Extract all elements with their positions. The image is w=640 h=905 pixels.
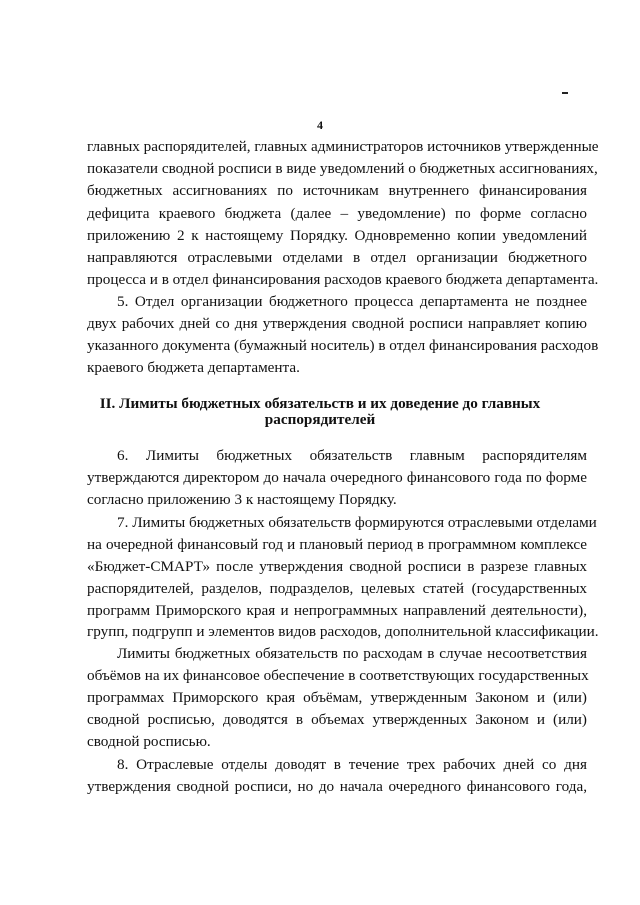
text-line: указанного документа (бумажный носитель) в отдел финансирования расходов (87, 337, 599, 354)
text-line: дефицита краевого бюджета (далее – уведомление) по форме согласно (87, 205, 587, 222)
text-line: 6. Лимиты бюджетных обязательств главным распорядителям (117, 447, 587, 464)
text-line: 7. Лимиты бюджетных обязательств формируются отраслевыми отделами (117, 514, 597, 531)
text-line: сводной росписью, доводятся в объемах утвержденных Законом и (или) (87, 711, 587, 728)
text-line: направляются отраслевыми отделами в отдел организации бюджетного (87, 249, 587, 266)
text-line: Лимиты бюджетных обязательств по расходам в случае несоответствия (117, 645, 587, 662)
text-line: двух рабочих дней со дня утверждения сводной росписи направляет копию (87, 315, 587, 332)
text-line: показатели сводной росписи в виде уведомлений о бюджетных ассигнованиях, (87, 160, 598, 177)
text-line: на очередной финансовый год и плановый период в программном комплексе (87, 536, 587, 553)
text-line: 5. Отдел организации бюджетного процесса департамента не позднее (117, 293, 587, 310)
text-line: главных распорядителей, главных администраторов источников утвержденные (87, 138, 599, 155)
text-line: утверждения сводной росписи, но до начала очередного финансового года, (87, 778, 587, 795)
section-heading-line: распорядителей (264, 411, 376, 428)
text-line: программ Приморского края и непрограммных направлений деятельности), (87, 602, 587, 619)
text-line: групп, подгрупп и элементов видов расходов, дополнительной классификации. (87, 623, 599, 640)
text-line: объёмов на их финансовое обеспечение в соответствующих государственных (87, 667, 589, 684)
text-line: бюджетных ассигнованиях по источникам внутреннего финансирования (87, 182, 587, 199)
text-line: согласно приложению 3 к настоящему Порядку. (87, 491, 397, 508)
text-line: распорядителей, разделов, подразделов, целевых статей (государственных (87, 580, 587, 597)
top-right-dash-mark (562, 92, 568, 94)
text-line: утверждаются директором до начала очередного финансового года по форме (87, 469, 587, 486)
text-line: 8. Отраслевые отделы доводят в течение трех рабочих дней со дня (117, 756, 587, 773)
text-line: краевого бюджета департамента. (87, 359, 300, 376)
section-heading-line: II. Лимиты бюджетных обязательств и их доведение до главных (99, 395, 541, 412)
text-line: программах Приморского края объёмам, утвержденным Законом и (или) (87, 689, 587, 706)
page-number: 4 (317, 118, 323, 132)
text-line: «Бюджет-СМАРТ» после утверждения сводной росписи в разрезе главных (87, 558, 587, 575)
text-line: приложению 2 к настоящему Порядку. Одновременно копии уведомлений (87, 227, 587, 244)
text-line: сводной росписью. (87, 733, 211, 750)
text-line: процесса и в отдел финансирования расходов краевого бюджета департамента. (87, 271, 599, 288)
